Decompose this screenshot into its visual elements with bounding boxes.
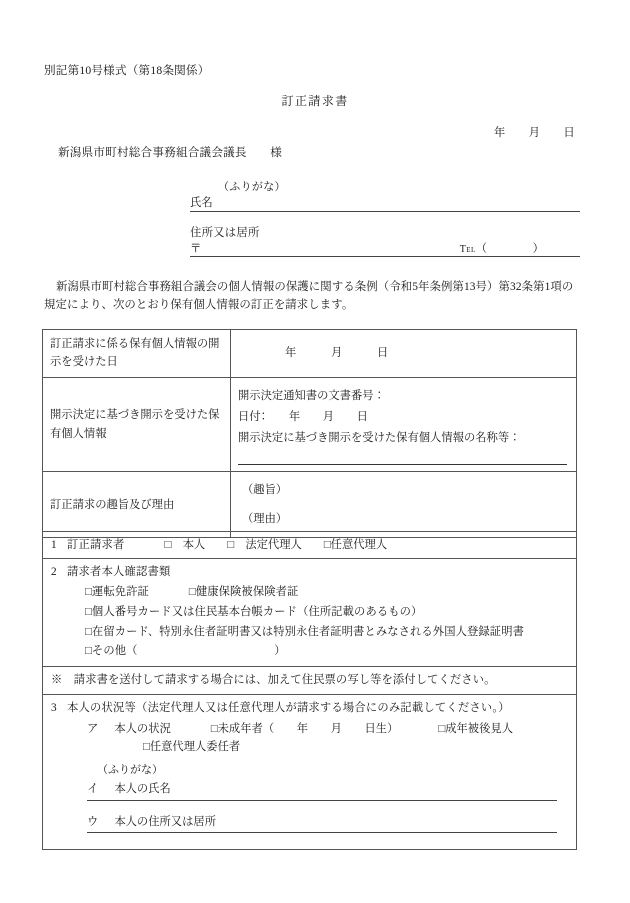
row-label-purpose-reason: 訂正請求の趣旨及び理由 [43,472,231,538]
checkbox-mynumber-card[interactable]: □個人番号カード又は住民基本台帳カード（住所記載のあるもの） [85,605,423,618]
item3-furigana-label: （ふりがな） [97,764,163,777]
checkbox-voluntary-delegator[interactable]: □任意代理人委任者 [143,741,241,754]
item3-row-b[interactable] [87,780,557,800]
checkbox-voluntary-representative[interactable]: □任意代理人 [323,539,388,551]
applicant-address-field[interactable] [190,240,580,257]
item3-marker-b: イ [87,783,99,796]
telephone-parens: （ ） [475,243,544,255]
row-label-disclosed-info: 開示決定に基づき開示を受けた保有個人情報 [43,377,231,472]
checkbox-drivers-license[interactable]: □運転免許証 [85,586,149,599]
checkbox-residence-card[interactable]: □在留カード、特別永住者証明書又は特別永住者証明書とみなされる外国人登録証明書 [85,625,524,638]
row-value-disclosed-info[interactable] [231,377,577,472]
item3-address-text: 本人の住所又は居所 [114,815,216,828]
item3-label-a: 本人の状況 [114,722,171,735]
applicant-name-label: 氏名 [190,194,213,212]
item2-number: 2 [51,566,57,579]
applicant-furigana-label: （ふりがな） [218,181,286,193]
row-label-disclosure-date: 訂正請求に係る保有個人情報の開示を受けた日 [43,330,231,378]
item3-marker-a: ア [87,722,99,735]
table-row-disclosure-date [43,330,577,378]
identity-doc-row-1 [85,583,568,601]
reason-label: （理由） [242,512,288,525]
item1-number: 1 [51,539,57,551]
postal-code-symbol: 〒 [190,243,202,255]
item3-address-rule[interactable] [216,818,557,833]
checkbox-other-document[interactable]: □その他（ ） [85,645,286,658]
checkbox-legal-representative[interactable]: □ 法定代理人 [227,539,302,551]
telephone-field[interactable] [460,240,580,256]
disclosure-name-line: 開示決定に基づき開示を受けた保有個人情報の名称等： [238,432,521,445]
telephone-label: Tel [459,244,476,255]
table-row-item1 [43,532,577,559]
table-row-note [43,667,577,694]
submission-date-line: 年 月 日 [493,127,575,139]
item2-cell [43,559,577,667]
spacer [51,833,568,845]
item1-title: 訂正請求者 [67,539,125,551]
disclosure-info-table [42,329,577,538]
checkbox-minor[interactable]: □未成年者（ 年 月 日生） [210,722,399,735]
item1-cell [43,532,577,559]
disclosure-date-line: 日付： 年 月 日 [238,410,368,423]
checkbox-adult-ward[interactable]: □成年被後見人 [438,722,513,735]
disclosure-name-rule[interactable] [238,453,567,465]
row-value-purpose-reason[interactable] [231,472,577,538]
item3-name-text: 本人の氏名 [114,783,171,796]
item3-row-c[interactable] [87,813,557,833]
item3-heading [51,699,568,717]
item3-name-rule[interactable] [171,786,557,801]
applicant-name-rule[interactable] [213,197,580,212]
row-value-disclosure-date[interactable]: 年 月 日 [231,330,577,378]
identity-document-list [85,583,568,661]
addressee: 新潟県市町村総合事務組合議会議長 様 [58,146,283,159]
item3-title: 本人の状況等（法定代理人又は任意代理人が請求する場合にのみ記載してください。） [67,701,510,714]
item2-title: 請求者本人確認書類 [67,566,171,579]
mailing-note: ※ 請求書を送付して請求する場合には、加えて住民票の写し等を添付してください。 [43,667,577,694]
item2-heading [51,563,568,581]
document-number: 別記第10号様式（第18条関係） [44,64,210,77]
table-row-disclosed-info [43,377,577,472]
table-row-item2 [43,559,577,667]
spacer [51,801,568,813]
page-title: 訂正請求書 [281,94,349,108]
table-row-item3 [43,694,577,849]
checkbox-health-insurance-card[interactable]: □健康保険被保険者証 [188,586,299,599]
disclosure-doc-number-line: 開示決定通知書の文書番号： [238,389,385,402]
table-row-purpose-reason [43,472,577,538]
item3-cell [43,694,577,849]
intro-paragraph: 新潟県市町村総合事務組合議会の個人情報の保護に関する条例（令和5年条例第13号）第32条第1項の規定により、次のとおり保有個人情報の訂正を請求します。 [44,281,574,312]
item3-number: 3 [51,701,57,714]
item3-address-label [87,813,216,833]
item3-name-label [87,780,171,800]
applicant-name-field[interactable] [190,194,580,212]
item3-row-a [87,720,568,738]
item3-row-a-second [87,738,568,756]
applicant-address-label: 住所又は居所 [190,227,260,239]
item3-marker-c: ウ [87,815,99,828]
checkbox-applicant-self[interactable]: □ 本人 [164,539,206,551]
applicant-details-table [42,531,577,850]
purpose-label: （趣旨） [242,484,288,497]
